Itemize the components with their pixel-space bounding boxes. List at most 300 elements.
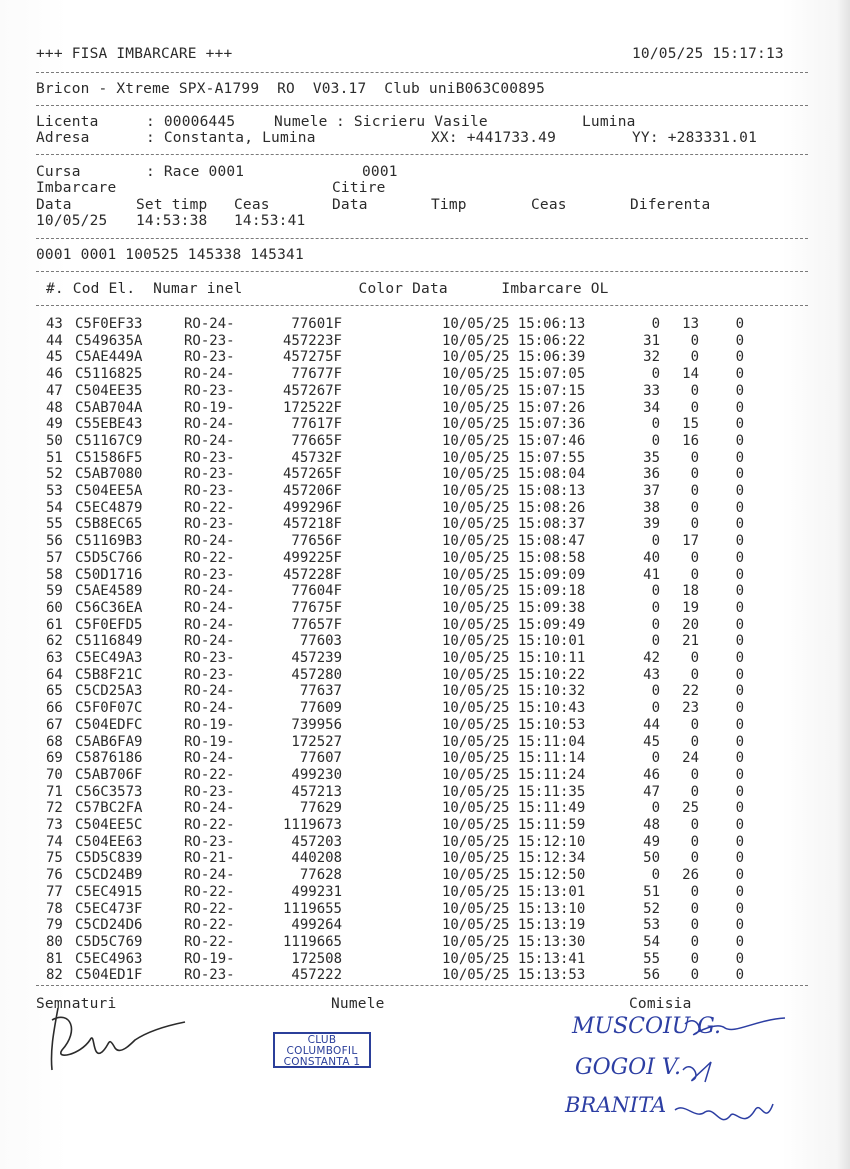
electronic-code: C504EE35	[75, 382, 143, 399]
table-row	[0, 867, 850, 884]
ol-col-1: 0	[651, 683, 660, 700]
arrival-datetime: 10/05/25 15:09:18	[442, 583, 586, 600]
ol-col-1: 56	[643, 967, 660, 984]
electronic-code: C5F0EFD5	[75, 616, 143, 633]
table-header: #. Cod El. Numar inel Color Data Imbarcare OL	[46, 281, 609, 297]
row-index: 44	[46, 332, 63, 349]
ring-series: RO-24-	[184, 533, 235, 550]
ol-col-2: 0	[690, 766, 699, 783]
ring-number: 77629	[299, 800, 342, 817]
ol-col-2: 0	[690, 850, 699, 867]
row-index: 50	[46, 432, 63, 449]
ring-number: 1119665	[282, 933, 342, 950]
row-index: 81	[46, 950, 63, 967]
ol-col-3: 0	[735, 616, 744, 633]
ring-series: RO-21-	[184, 850, 235, 867]
ring-series: RO-24-	[184, 867, 235, 884]
ol-col-3: 0	[735, 332, 744, 349]
col-timp: Timp	[431, 197, 467, 213]
ol-col-3: 0	[735, 399, 744, 416]
ol-col-1: 0	[651, 599, 660, 616]
ol-col-3: 0	[735, 817, 744, 833]
table-row	[0, 967, 850, 984]
ol-col-3: 0	[735, 750, 744, 767]
ol-col-1: 0	[651, 316, 660, 332]
ring-series: RO-19-	[184, 399, 235, 416]
ol-col-1: 52	[643, 900, 660, 917]
ol-col-2: 0	[690, 499, 699, 516]
arrival-datetime: 10/05/25 15:10:22	[442, 666, 586, 683]
arrival-datetime: 10/05/25 15:11:14	[442, 750, 586, 767]
arrival-datetime: 10/05/25 15:08:37	[442, 516, 586, 533]
ring-number: 172508	[291, 950, 342, 967]
ol-col-1: 0	[651, 750, 660, 767]
ol-col-1: 31	[643, 332, 660, 349]
numele-value: : Sicrieru Vasile	[336, 114, 488, 130]
arrival-datetime: 10/05/25 15:07:55	[442, 449, 586, 466]
ol-col-3: 0	[735, 366, 744, 383]
ol-col-2: 20	[682, 616, 699, 633]
stamp-line: CLUB	[307, 1034, 337, 1046]
ring-series: RO-22-	[184, 933, 235, 950]
ring-number: 457267F	[282, 382, 342, 399]
table-row	[0, 433, 850, 450]
arrival-datetime: 10/05/25 15:07:05	[442, 366, 586, 383]
ol-col-2: 0	[690, 817, 699, 833]
ol-col-1: 35	[643, 449, 660, 466]
ceas-value: 14:53:41	[234, 213, 306, 229]
licenta-label: Licenta	[36, 114, 99, 130]
ol-col-2: 25	[682, 800, 699, 817]
ring-number: 77677F	[291, 366, 342, 383]
arrival-datetime: 10/05/25 15:08:58	[442, 549, 586, 566]
ring-number: 77609	[299, 700, 342, 717]
ol-col-3: 0	[735, 883, 744, 900]
numele-footer-label: Numele	[331, 996, 385, 1012]
ring-series: RO-23-	[184, 566, 235, 583]
ol-col-3: 0	[735, 633, 744, 650]
electronic-code: C5AB706F	[75, 766, 143, 783]
row-index: 60	[46, 599, 63, 616]
row-index: 64	[46, 666, 63, 683]
col-ceas: Ceas	[234, 197, 270, 213]
electronic-code: C51586F5	[75, 449, 143, 466]
ol-col-3: 0	[735, 516, 744, 533]
set-timp-value: 14:53:38	[136, 213, 208, 229]
electronic-code: C5AB6FA9	[75, 733, 143, 750]
row-index: 76	[46, 867, 63, 884]
table-row	[0, 500, 850, 517]
ol-col-3: 0	[735, 783, 744, 800]
ol-col-2: 24	[682, 750, 699, 767]
ring-series: RO-24-	[184, 616, 235, 633]
arrival-datetime: 10/05/25 15:10:01	[442, 633, 586, 650]
separator	[36, 154, 808, 155]
table-row	[0, 817, 850, 834]
ol-col-2: 0	[690, 933, 699, 950]
ring-series: RO-24-	[184, 583, 235, 600]
ol-col-1: 0	[651, 616, 660, 633]
ring-number: 457223F	[282, 332, 342, 349]
ring-number: 457228F	[282, 566, 342, 583]
ol-col-3: 0	[735, 599, 744, 616]
club-stamp	[273, 1032, 371, 1068]
table-row	[0, 400, 850, 417]
row-index: 67	[46, 716, 63, 733]
ol-col-1: 32	[643, 349, 660, 366]
ol-col-2: 13	[682, 316, 699, 332]
electronic-code: C51169B3	[75, 533, 143, 550]
table-row	[0, 466, 850, 483]
electronic-code: C5EC4915	[75, 883, 143, 900]
ring-number: 499231	[291, 883, 342, 900]
ol-col-2: 0	[690, 716, 699, 733]
table-row	[0, 600, 850, 617]
table-row	[0, 850, 850, 867]
ol-col-3: 0	[735, 316, 744, 332]
separator	[36, 238, 808, 239]
row-index: 74	[46, 833, 63, 850]
table-row	[0, 800, 850, 817]
ol-col-1: 0	[651, 533, 660, 550]
separator	[36, 105, 808, 106]
electronic-code: C5D5C766	[75, 549, 143, 566]
ol-col-2: 26	[682, 867, 699, 884]
commission-member-2: GOGOI V.	[575, 1055, 681, 1080]
separator	[36, 305, 808, 306]
ring-series: RO-24-	[184, 633, 235, 650]
licenta-value: : 00006445	[146, 114, 236, 130]
row-index: 72	[46, 800, 63, 817]
ol-col-3: 0	[735, 800, 744, 817]
ol-col-2: 23	[682, 700, 699, 717]
ol-col-1: 45	[643, 733, 660, 750]
table-row	[0, 316, 850, 333]
table-row	[0, 667, 850, 684]
electronic-code: C5EC473F	[75, 900, 143, 917]
ol-col-1: 43	[643, 666, 660, 683]
ol-col-3: 0	[735, 950, 744, 967]
electronic-code: C5116849	[75, 633, 143, 650]
ol-col-1: 42	[643, 650, 660, 666]
commission-member-3: BRANITA	[565, 1093, 667, 1117]
table-row	[0, 767, 850, 784]
arrival-datetime: 10/05/25 15:06:13	[442, 316, 586, 332]
ring-series: RO-24-	[184, 683, 235, 700]
row-index: 61	[46, 616, 63, 633]
arrival-datetime: 10/05/25 15:09:09	[442, 566, 586, 583]
ring-number: 77657F	[291, 616, 342, 633]
electronic-code: C5AB7080	[75, 466, 143, 483]
arrival-datetime: 10/05/25 15:12:50	[442, 867, 586, 884]
arrival-datetime: 10/05/25 15:13:53	[442, 967, 586, 984]
arrival-datetime: 10/05/25 15:11:35	[442, 783, 586, 800]
ring-number: 172522F	[282, 399, 342, 416]
race-code: 0001	[362, 164, 398, 180]
ring-series: RO-19-	[184, 716, 235, 733]
separator	[36, 985, 808, 986]
row-index: 73	[46, 817, 63, 833]
ol-col-1: 39	[643, 516, 660, 533]
ring-series: RO-23-	[184, 349, 235, 366]
row-index: 51	[46, 449, 63, 466]
ol-col-1: 0	[651, 366, 660, 383]
col-diferenta: Diferenta	[630, 197, 711, 213]
table-row	[0, 617, 850, 634]
arrival-datetime: 10/05/25 15:08:13	[442, 483, 586, 499]
arrival-datetime: 10/05/25 15:12:34	[442, 850, 586, 867]
ol-col-2: 0	[690, 516, 699, 533]
ol-col-3: 0	[735, 833, 744, 850]
ring-number: 739956	[291, 716, 342, 733]
ring-series: RO-22-	[184, 900, 235, 917]
arrival-datetime: 10/05/25 15:10:11	[442, 650, 586, 666]
ol-col-3: 0	[735, 716, 744, 733]
electronic-code: C504ED1F	[75, 967, 143, 984]
ring-number: 457218F	[282, 516, 342, 533]
electronic-code: C5B8EC65	[75, 516, 143, 533]
table-row	[0, 366, 850, 383]
commission-member-1: MUSCOIU G.	[572, 1014, 722, 1039]
ring-number: 77617F	[291, 416, 342, 433]
ol-col-3: 0	[735, 533, 744, 550]
ring-number: 457206F	[282, 483, 342, 499]
ring-series: RO-24-	[184, 750, 235, 767]
ol-col-1: 33	[643, 382, 660, 399]
ol-col-2: 0	[690, 382, 699, 399]
row-index: 71	[46, 783, 63, 800]
row-index: 47	[46, 382, 63, 399]
ring-number: 172527	[291, 733, 342, 750]
row-index: 52	[46, 466, 63, 483]
ring-number: 457265F	[282, 466, 342, 483]
ol-col-1: 44	[643, 716, 660, 733]
ring-number: 457280	[291, 666, 342, 683]
ol-col-2: 0	[690, 783, 699, 800]
electronic-code: C504EE5C	[75, 817, 143, 833]
col-set-timp: Set timp	[136, 197, 208, 213]
ring-number: 499230	[291, 766, 342, 783]
ol-col-1: 51	[643, 883, 660, 900]
electronic-code: C55EBE43	[75, 416, 143, 433]
ol-col-2: 0	[690, 833, 699, 850]
row-index: 48	[46, 399, 63, 416]
ring-number: 499264	[291, 917, 342, 934]
stamp-line: CONSTANTA 1	[283, 1056, 361, 1068]
ring-series: RO-23-	[184, 332, 235, 349]
citire-label: Citire	[332, 180, 386, 196]
ol-col-2: 0	[690, 883, 699, 900]
separator	[36, 72, 808, 73]
ol-col-2: 0	[690, 399, 699, 416]
separator	[36, 271, 808, 272]
table-row	[0, 533, 850, 550]
ol-col-1: 53	[643, 917, 660, 934]
owner-signature	[40, 1000, 190, 1080]
ol-col-1: 54	[643, 933, 660, 950]
table-row	[0, 550, 850, 567]
ring-number: 77607	[299, 750, 342, 767]
numele-label: Numele	[274, 114, 328, 130]
col-data: Data	[36, 197, 72, 213]
ring-number: 1119655	[282, 900, 342, 917]
electronic-code: C5EC4963	[75, 950, 143, 967]
ol-col-2: 22	[682, 683, 699, 700]
ring-number: 77601F	[291, 316, 342, 332]
table-row	[0, 516, 850, 533]
ol-col-1: 48	[643, 817, 660, 833]
semnaturi-label: Semnaturi	[36, 996, 117, 1012]
table-row	[0, 349, 850, 366]
ol-col-2: 0	[690, 566, 699, 583]
row-index: 53	[46, 483, 63, 499]
electronic-code: C5D5C769	[75, 933, 143, 950]
ring-series: RO-19-	[184, 733, 235, 750]
ol-col-3: 0	[735, 766, 744, 783]
row-index: 56	[46, 533, 63, 550]
cursa-label: Cursa	[36, 164, 81, 180]
table-row	[0, 650, 850, 667]
arrival-datetime: 10/05/25 15:09:38	[442, 599, 586, 616]
ol-col-3: 0	[735, 499, 744, 516]
ring-number: 499225F	[282, 549, 342, 566]
ol-col-3: 0	[735, 583, 744, 600]
row-index: 49	[46, 416, 63, 433]
electronic-code: C5116825	[75, 366, 143, 383]
ring-number: 77675F	[291, 599, 342, 616]
ring-series: RO-24-	[184, 700, 235, 717]
table-row	[0, 683, 850, 700]
ring-number: 1119673	[282, 817, 342, 833]
imbarcare-date: 10/05/25	[36, 213, 108, 229]
ring-number: 77637	[299, 683, 342, 700]
ol-col-3: 0	[735, 416, 744, 433]
table-row	[0, 567, 850, 584]
ol-col-3: 0	[735, 683, 744, 700]
row-index: 68	[46, 733, 63, 750]
row-index: 46	[46, 366, 63, 383]
ol-col-2: 19	[682, 599, 699, 616]
comisia-label: Comisia	[629, 996, 692, 1012]
ring-number: 77665F	[291, 432, 342, 449]
row-index: 79	[46, 917, 63, 934]
ring-series: RO-22-	[184, 499, 235, 516]
row-index: 70	[46, 766, 63, 783]
ol-col-2: 0	[690, 483, 699, 499]
arrival-datetime: 10/05/25 15:10:32	[442, 683, 586, 700]
ring-series: RO-23-	[184, 783, 235, 800]
ring-series: RO-23-	[184, 650, 235, 666]
ring-series: RO-23-	[184, 483, 235, 499]
electronic-code: C504EDFC	[75, 716, 143, 733]
ring-series: RO-23-	[184, 967, 235, 984]
arrival-datetime: 10/05/25 15:07:26	[442, 399, 586, 416]
table-row	[0, 917, 850, 934]
row-index: 80	[46, 933, 63, 950]
ol-col-2: 0	[690, 449, 699, 466]
ring-series: RO-23-	[184, 466, 235, 483]
electronic-code: C549635A	[75, 332, 143, 349]
arrival-datetime: 10/05/25 15:06:39	[442, 349, 586, 366]
arrival-datetime: 10/05/25 15:11:24	[442, 766, 586, 783]
arrival-datetime: 10/05/25 15:07:15	[442, 382, 586, 399]
arrival-datetime: 10/05/25 15:07:36	[442, 416, 586, 433]
row-index: 66	[46, 700, 63, 717]
ol-col-2: 0	[690, 950, 699, 967]
table-row	[0, 717, 850, 734]
electronic-code: C504EE63	[75, 833, 143, 850]
ol-col-1: 0	[651, 867, 660, 884]
table-row	[0, 450, 850, 467]
ring-number: 457203	[291, 833, 342, 850]
table-row	[0, 483, 850, 500]
ring-series: RO-23-	[184, 449, 235, 466]
ring-series: RO-22-	[184, 817, 235, 833]
arrival-datetime: 10/05/25 15:09:49	[442, 616, 586, 633]
ring-series: RO-22-	[184, 883, 235, 900]
ol-col-3: 0	[735, 650, 744, 666]
table-row	[0, 784, 850, 801]
ol-col-1: 49	[643, 833, 660, 850]
ol-col-1: 38	[643, 499, 660, 516]
ol-col-3: 0	[735, 432, 744, 449]
ol-col-2: 0	[690, 549, 699, 566]
ol-col-2: 18	[682, 583, 699, 600]
ol-col-1: 47	[643, 783, 660, 800]
ol-col-1: 0	[651, 633, 660, 650]
ol-col-3: 0	[735, 449, 744, 466]
row-index: 55	[46, 516, 63, 533]
code-line: 0001 0001 100525 145338 145341	[36, 247, 304, 263]
row-index: 65	[46, 683, 63, 700]
ol-col-2: 0	[690, 666, 699, 683]
ol-col-3: 0	[735, 967, 744, 984]
ring-series: RO-19-	[184, 950, 235, 967]
ol-col-2: 21	[682, 633, 699, 650]
row-index: 45	[46, 349, 63, 366]
ring-series: RO-22-	[184, 766, 235, 783]
ring-series: RO-24-	[184, 416, 235, 433]
ol-col-1: 37	[643, 483, 660, 499]
ring-series: RO-23-	[184, 666, 235, 683]
arrival-datetime: 10/05/25 15:10:43	[442, 700, 586, 717]
ring-number: 440208	[291, 850, 342, 867]
ring-series: RO-22-	[184, 917, 235, 934]
row-index: 63	[46, 650, 63, 666]
row-index: 58	[46, 566, 63, 583]
row-index: 54	[46, 499, 63, 516]
ring-number: 77603	[299, 633, 342, 650]
ol-col-2: 0	[690, 900, 699, 917]
ol-col-1: 41	[643, 566, 660, 583]
adresa-value: : Constanta, Lumina	[146, 130, 316, 146]
table-row	[0, 633, 850, 650]
ring-number: 457213	[291, 783, 342, 800]
ol-col-2: 15	[682, 416, 699, 433]
table-row	[0, 700, 850, 717]
row-index: 43	[46, 316, 63, 332]
electronic-code: C51167C9	[75, 432, 143, 449]
electronic-code: C5AE449A	[75, 349, 143, 366]
table-row	[0, 416, 850, 433]
col-data-citire: Data	[332, 197, 368, 213]
ol-col-2: 0	[690, 349, 699, 366]
ol-col-1: 36	[643, 466, 660, 483]
printout-title: +++ FISA IMBARCARE +++	[36, 46, 233, 62]
owner-locality: Lumina	[582, 114, 636, 130]
ol-col-2: 0	[690, 650, 699, 666]
electronic-code: C5AB704A	[75, 399, 143, 416]
